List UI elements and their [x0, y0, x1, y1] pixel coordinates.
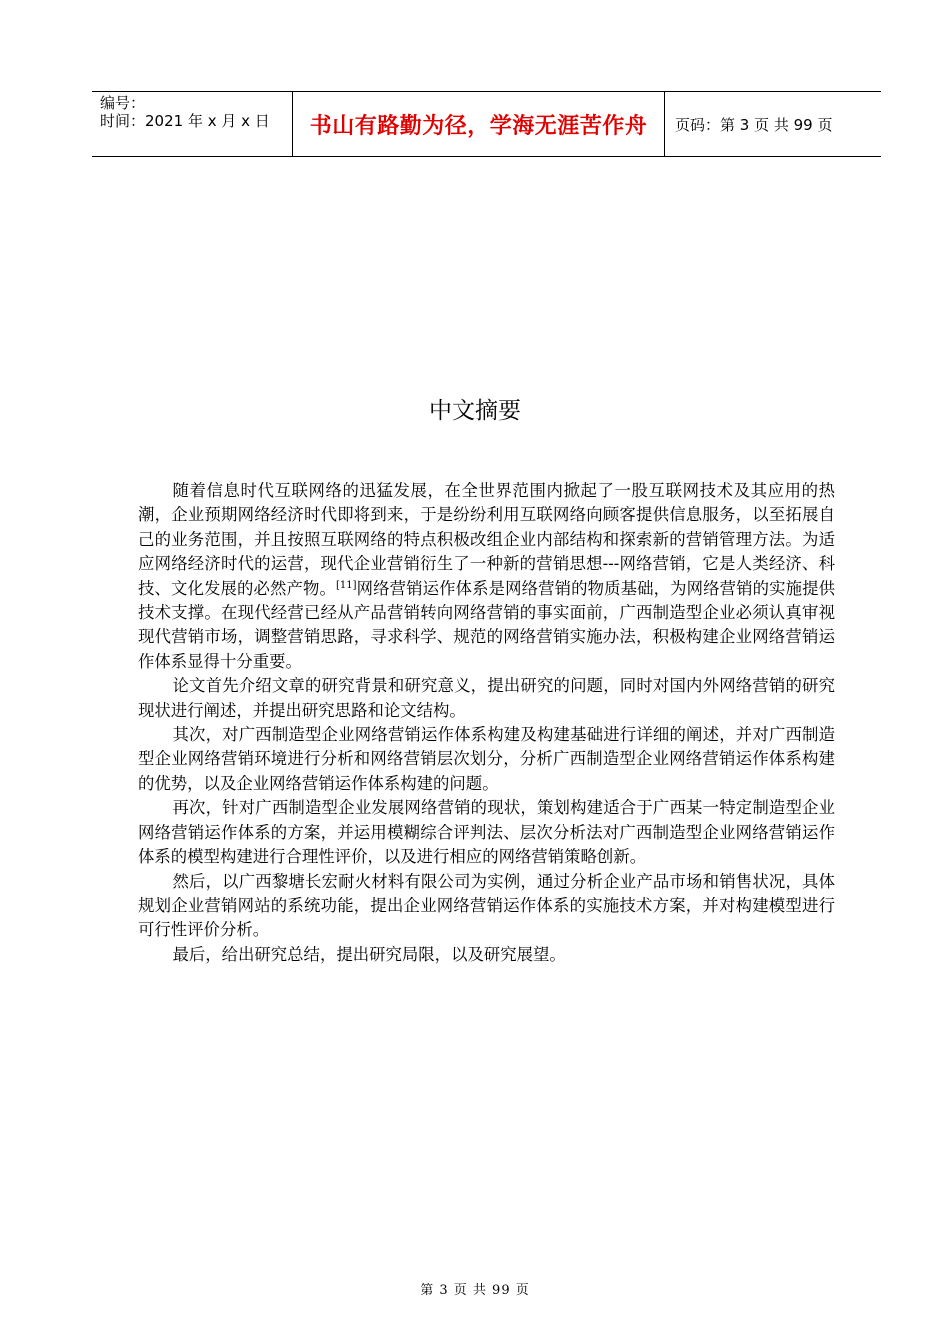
header-motto-cell: [293, 92, 665, 156]
page-header: [92, 91, 881, 157]
header-meta-cell: [92, 92, 293, 156]
header-page-cell: [665, 92, 881, 156]
paragraph-text: 随着信息时代互联网络的迅猛发展，在全世界范围内掀起了一股互联网技术及其应用的热潮，企业预期网络经济时代即将到来，于是纷纷利用互联网络向顾客提供信息服务，以至拓展自己的业务范围，并且按照互联网络的特点积极改组企业内部结构和探索新的营销管理方法。为适应网络经济时代的运营，现代企业营销衍生了一种新的营销思想---网络营销，它是人类经济、科技、文化发展的必然产物。: [138, 481, 835, 598]
abstract-paragraph: 再次，针对广西制造型企业发展网络营销的现状，策划构建适合于广西某一特定制造型企业网络营销运作体系的方案，并运用模糊综合评判法、层次分析法对广西制造型企业网络营销运作体系的模型构建进行合理性评价，以及进行相应的网络营销策略创新。: [138, 798, 835, 867]
abstract-paragraph: [138, 479, 835, 674]
date-label: 时间：2021 年 x 月 x 日: [100, 112, 270, 130]
abstract-paragraph: 其次，对广西制造型企业网络营销运作体系构建及构建基础进行详细的阐述，并对广西制造型企业网络营销环境进行分析和网络营销层次划分，分析广西制造型企业网络营销运作体系构建的优势，以及企业网络营销运作体系构建的问题。: [138, 725, 835, 793]
paragraph-text: 网络营销运作体系是网络营销的物质基础，为网络营销的实施提供技术支撑。在现代经营已经从产品营销转向网络营销的事实面前，广西制造型企业必须认真审视现代营销市场，调整营销思路，寻求科学、规范的网络营销实施办法，积极构建企业网络营销运作体系显得十分重要。: [138, 578, 836, 671]
page-footer: [0, 1279, 950, 1298]
abstract-body: [138, 479, 835, 967]
citation-ref: [11]: [336, 579, 357, 591]
abstract-paragraph: 最后，给出研究总结，提出研究局限，以及研究展望。: [172, 944, 566, 964]
abstract-paragraph: 然后，以广西黎塘长宏耐火材料有限公司为实例，通过分析企业产品市场和销售状况，具体规划企业营销网站的系统功能，提出企业网络营销运作体系的实施技术方案，并对构建模型进行可行性评价分析。: [138, 871, 835, 940]
abstract-paragraph: 论文首先介绍文章的研究背景和研究意义，提出研究的问题，同时对国内外网络营销的研究现状进行阐述，并提出研究思路和论文结构。: [138, 676, 835, 720]
abstract-title: 中文摘要: [429, 398, 521, 424]
motto-text: 书山有路勤为径，学海无涯苦作舟: [309, 112, 648, 139]
header-page-info: 页码：第 3 页 共 99 页: [675, 115, 833, 134]
footer-page-number: 第 3 页 共 99 页: [420, 1283, 530, 1298]
serial-number-label: 编号：: [100, 94, 146, 112]
